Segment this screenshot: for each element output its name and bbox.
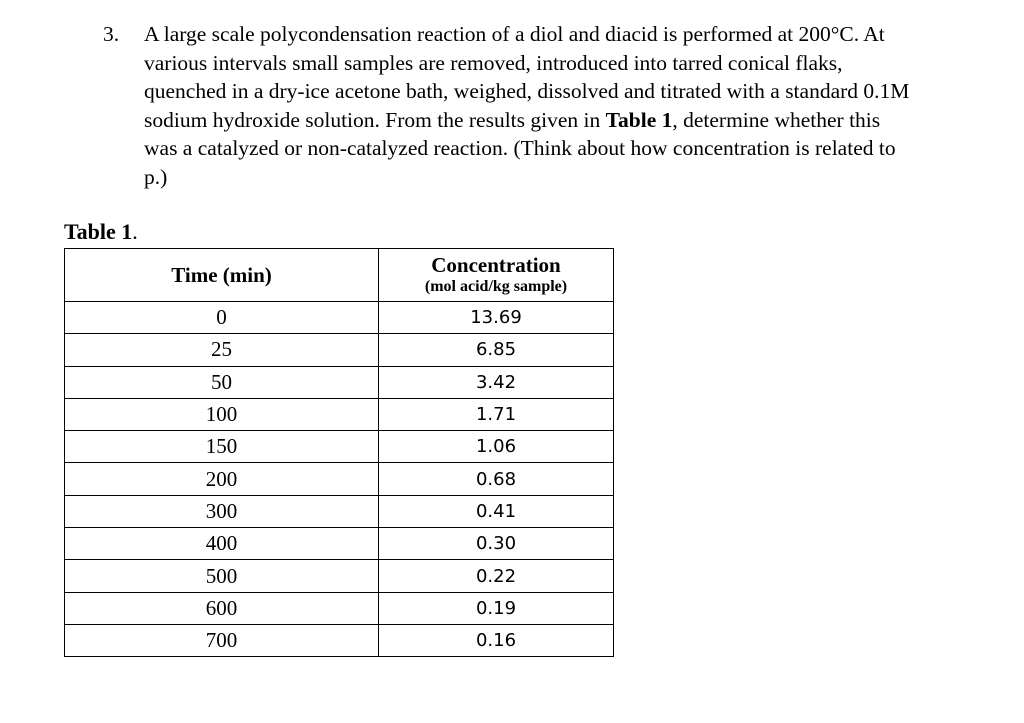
table-row <box>65 624 614 656</box>
time-cell: 200 <box>65 463 379 495</box>
table-caption <box>64 218 138 246</box>
concentration-cell: 13.69 <box>379 302 614 334</box>
concentration-header-unit: (mol acid/kg sample) <box>424 278 568 295</box>
question-line-start: sodium hydroxide solution. From the results given in <box>144 107 606 132</box>
table-caption-suffix: . <box>132 219 138 244</box>
table-row <box>65 463 614 495</box>
table-row <box>65 398 614 430</box>
data-table <box>64 248 614 657</box>
table-row <box>65 495 614 527</box>
table-row <box>65 528 614 560</box>
time-cell: 100 <box>65 398 379 430</box>
concentration-cell: 0.22 <box>379 560 614 592</box>
time-cell: 700 <box>65 624 379 656</box>
concentration-cell: 0.16 <box>379 624 614 656</box>
question-line <box>144 106 1004 135</box>
concentration-cell: 6.85 <box>379 334 614 366</box>
time-column-header: Time (min) <box>65 249 379 302</box>
table-caption-label: Table 1 <box>64 219 133 244</box>
time-cell: 150 <box>65 431 379 463</box>
table-reference: Table 1 <box>605 107 673 132</box>
time-cell: 25 <box>65 334 379 366</box>
time-cell: 400 <box>65 528 379 560</box>
time-cell: 50 <box>65 366 379 398</box>
table-row <box>65 560 614 592</box>
table-row <box>65 431 614 463</box>
concentration-cell: 0.41 <box>379 495 614 527</box>
table-header-row <box>65 249 614 302</box>
question-line: p.) <box>144 164 168 189</box>
time-cell: 0 <box>65 302 379 334</box>
question-line: quenched in a dry-ice acetone bath, weighed, dissolved and titrated with a standard 0.1M <box>144 79 910 103</box>
table-row <box>65 302 614 334</box>
concentration-cell: 0.30 <box>379 528 614 560</box>
time-cell: 500 <box>65 560 379 592</box>
concentration-cell: 1.71 <box>379 398 614 430</box>
question-line-end: , determine whether this <box>672 107 881 132</box>
concentration-cell: 0.68 <box>379 463 614 495</box>
question-number: 3. <box>103 22 120 46</box>
question-line: was a catalyzed or non-catalyzed reaction. (Think about how concentration is related to <box>144 136 896 160</box>
concentration-cell: 1.06 <box>379 431 614 463</box>
question-line: various intervals small samples are removed, introduced into tarred conical flaks, <box>144 50 843 75</box>
table-row <box>65 366 614 398</box>
concentration-cell: 3.42 <box>379 366 614 398</box>
table-row <box>65 592 614 624</box>
question-text <box>144 20 1004 191</box>
concentration-cell: 0.19 <box>379 592 614 624</box>
time-cell: 300 <box>65 495 379 527</box>
table-row <box>65 334 614 366</box>
question-line: A large scale polycondensation reaction of a diol and diacid is performed at 200°C. At <box>144 22 885 46</box>
concentration-column-header <box>379 249 614 302</box>
time-cell: 600 <box>65 592 379 624</box>
concentration-header-label: Concentration <box>431 253 561 277</box>
